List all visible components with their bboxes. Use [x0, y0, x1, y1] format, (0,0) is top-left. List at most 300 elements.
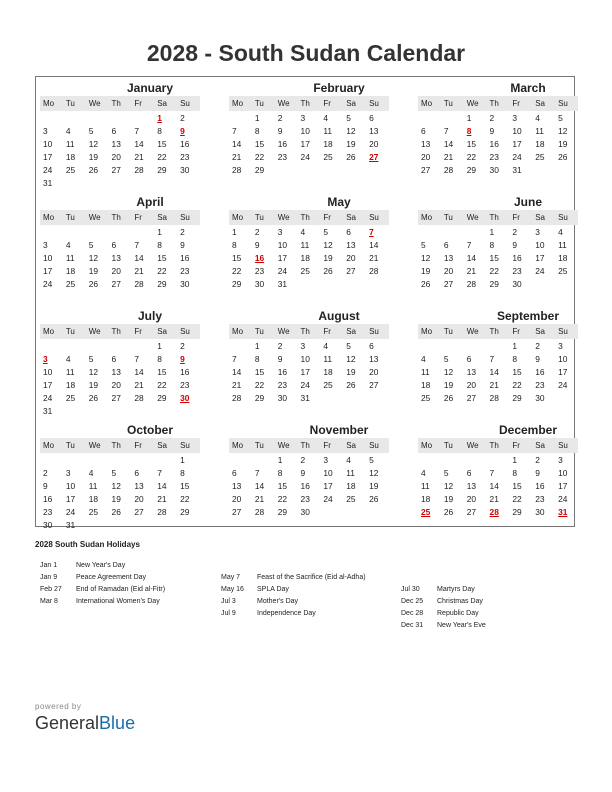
day-cell: 23 — [535, 380, 545, 390]
day-cell: 15 — [512, 481, 522, 491]
day-cell: 13 — [134, 481, 144, 491]
day-cell: 4 — [323, 113, 329, 123]
day-cell: 27 — [134, 507, 144, 517]
day-cell: 31 — [277, 279, 288, 289]
day-cell: 17 — [277, 253, 288, 263]
day-cell: 30 — [43, 520, 53, 530]
empty-cell — [63, 405, 86, 418]
empty-cell — [441, 340, 464, 353]
week-row — [418, 467, 578, 480]
day-cell: 22 — [180, 494, 190, 504]
month-july — [40, 309, 200, 422]
day-cell: 2 — [535, 341, 540, 351]
day-cell: 23 — [180, 152, 190, 162]
weekday-label: Mo — [232, 327, 244, 336]
weekday-label: We — [466, 327, 479, 336]
day-cell: 11 — [558, 240, 567, 250]
day-cell: 22 — [512, 494, 522, 504]
empty-cell — [109, 226, 132, 239]
holiday-row — [221, 572, 366, 584]
weekday-label: Mo — [421, 327, 433, 336]
day-cell: 3 — [277, 227, 283, 237]
weekday-header — [40, 324, 200, 339]
month-november — [229, 423, 389, 536]
day-cell: 7 — [254, 468, 260, 478]
day-cell: 3 — [43, 126, 48, 136]
weekday-header — [229, 438, 389, 453]
week-row — [40, 177, 200, 190]
day-cell: 19 — [111, 494, 121, 504]
weekday-label: Tu — [443, 441, 453, 450]
day-cell: 9 — [254, 240, 260, 250]
empty-cell — [418, 112, 441, 125]
month-name: October — [126, 423, 173, 437]
empty-cell — [109, 112, 132, 125]
day-cell: 1 — [466, 113, 472, 123]
month-name: August — [318, 309, 360, 323]
week-row — [40, 480, 200, 493]
day-cell: 15 — [157, 253, 167, 263]
weekday-label: We — [277, 327, 290, 336]
holiday-name: Independence Day — [257, 610, 316, 617]
day-cell: 27 — [111, 165, 121, 175]
weekday-label: Tu — [254, 99, 264, 108]
day-cell: 4 — [535, 113, 540, 123]
empty-cell — [487, 454, 510, 467]
day-cell: 20 — [111, 266, 121, 276]
month-name: November — [309, 423, 369, 437]
month-december — [418, 423, 578, 536]
empty-cell — [343, 278, 366, 291]
day-cell: 1 — [232, 227, 237, 237]
day-cell: 14 — [232, 367, 242, 377]
weekday-label: Mo — [43, 99, 55, 108]
day-cell: 7 — [489, 468, 495, 478]
month-name: September — [496, 309, 560, 323]
day-cell: 1 — [277, 455, 283, 465]
weekday-label: We — [88, 213, 101, 222]
day-cell: 27 — [421, 165, 431, 175]
weekday-label: Su — [369, 213, 379, 222]
holiday-date: Mar 8 — [40, 598, 58, 605]
day-cell: 16 — [512, 253, 522, 263]
day-cell: 12 — [558, 126, 568, 136]
empty-cell — [343, 506, 366, 519]
weekday-header — [40, 438, 200, 453]
day-cell: 23 — [277, 152, 288, 162]
week-row — [418, 392, 578, 405]
day-cell: 3 — [512, 113, 518, 123]
day-cell: 31 — [512, 165, 522, 175]
day-cell: 12 — [88, 253, 99, 263]
empty-cell — [131, 340, 154, 353]
day-cell: 19 — [88, 266, 99, 276]
day-cell: 10 — [323, 468, 333, 478]
day-cell: 28 — [232, 393, 242, 403]
day-cell: 21 — [489, 380, 499, 390]
day-cell: 26 — [346, 380, 356, 390]
day-cell: 20 — [466, 380, 477, 390]
day-cell: 24 — [43, 393, 53, 403]
weekday-label: Mo — [43, 213, 55, 222]
weekday-label: Th — [489, 99, 499, 108]
day-cell: 2 — [489, 113, 495, 123]
month-october — [40, 423, 200, 536]
day-cell: 9 — [277, 354, 283, 364]
week-row — [418, 151, 578, 164]
day-cell: 3 — [558, 341, 563, 351]
day-cell: 29 — [254, 165, 265, 175]
day-cell: 12 — [323, 240, 333, 250]
day-cell: 3 — [300, 341, 306, 351]
month-name: May — [327, 195, 351, 209]
day-cell: 4 — [65, 126, 71, 136]
day-cell: 15 — [277, 481, 288, 491]
holiday-name: End of Ramadan (Eid al-Fitr) — [76, 586, 166, 593]
day-cell: 28 — [134, 279, 144, 289]
month-january — [40, 81, 200, 194]
weekday-label: Fr — [134, 441, 142, 450]
weekday-label: Su — [180, 441, 190, 450]
day-cell: 20 — [421, 152, 431, 162]
week-row — [418, 125, 578, 138]
day-cell: 30 — [535, 393, 545, 403]
holiday-date: Jan 9 — [40, 574, 58, 581]
day-cell: 30 — [180, 165, 190, 175]
empty-cell — [275, 164, 298, 177]
day-cell: 16 — [43, 494, 53, 504]
day-cell: 16 — [489, 139, 499, 149]
holiday-date: Feb 27 — [40, 586, 62, 593]
day-cell: 28 — [134, 165, 144, 175]
empty-cell — [86, 519, 109, 532]
day-cell: 29 — [157, 165, 167, 175]
day-cell: 13 — [421, 139, 431, 149]
empty-cell — [555, 278, 578, 291]
day-cell: 9 — [535, 354, 540, 364]
day-cell: 26 — [88, 165, 99, 175]
week-row — [229, 493, 389, 506]
day-cell: 9 — [180, 126, 185, 136]
weekday-label: Fr — [512, 327, 520, 336]
day-cell: 2 — [535, 455, 540, 465]
day-cell: 8 — [180, 468, 185, 478]
day-cell: 5 — [88, 126, 94, 136]
brand-logo[interactable] — [35, 713, 135, 734]
week-row — [229, 353, 389, 366]
holiday-row — [40, 572, 165, 584]
day-cell: 14 — [254, 481, 265, 491]
empty-cell — [109, 405, 132, 418]
day-cell: 8 — [466, 126, 472, 136]
holiday-row — [221, 596, 366, 608]
weekday-label: Su — [369, 327, 379, 336]
day-cell: 16 — [254, 253, 265, 263]
empty-cell — [131, 177, 154, 190]
weekday-label: Su — [558, 213, 568, 222]
weekday-label: Sa — [535, 213, 546, 222]
day-cell: 8 — [157, 240, 162, 250]
empty-cell — [366, 506, 389, 519]
day-cell: 17 — [43, 152, 53, 162]
weekday-label: Su — [180, 99, 190, 108]
week-row — [229, 138, 389, 151]
day-cell: 14 — [157, 481, 167, 491]
holiday-column — [40, 560, 165, 608]
month-name: January — [126, 81, 174, 95]
day-cell: 19 — [88, 380, 99, 390]
weekday-label: We — [88, 99, 101, 108]
empty-cell — [177, 405, 200, 418]
week-row — [40, 125, 200, 138]
day-cell: 20 — [111, 152, 121, 162]
week-row — [229, 151, 389, 164]
weekday-label: We — [277, 441, 290, 450]
day-cell: 1 — [512, 455, 518, 465]
weekday-label: Th — [111, 99, 121, 108]
weekday-label: We — [466, 441, 479, 450]
day-cell: 10 — [512, 126, 522, 136]
day-cell: 28 — [157, 507, 167, 517]
day-cell: 5 — [111, 468, 117, 478]
week-row — [229, 278, 389, 291]
weekday-label: Tu — [254, 213, 264, 222]
weekday-header — [229, 96, 389, 111]
empty-cell — [418, 454, 441, 467]
day-cell: 12 — [346, 126, 356, 136]
day-cell: 30 — [535, 507, 545, 517]
week-row — [229, 454, 389, 467]
weekday-label: Fr — [134, 99, 142, 108]
weekday-label: Th — [111, 327, 121, 336]
weekday-header — [40, 210, 200, 225]
week-row — [229, 164, 389, 177]
empty-cell — [154, 519, 177, 532]
weekday-header — [418, 324, 578, 339]
day-cell: 28 — [443, 165, 454, 175]
empty-cell — [40, 112, 63, 125]
holiday-date: Dec 31 — [401, 622, 424, 629]
holidays-title: 2028 South Sudan Holidays — [35, 540, 140, 549]
day-cell: 2 — [43, 468, 48, 478]
day-cell: 15 — [254, 139, 265, 149]
day-cell: 4 — [88, 468, 94, 478]
week-row — [40, 454, 200, 467]
day-cell: 7 — [157, 468, 162, 478]
day-cell: 1 — [489, 227, 495, 237]
day-cell: 24 — [558, 380, 568, 390]
day-cell: 23 — [254, 266, 265, 276]
empty-cell — [86, 405, 109, 418]
day-cell: 2 — [254, 227, 260, 237]
day-cell: 25 — [535, 152, 545, 162]
empty-cell — [109, 177, 132, 190]
day-cell: 4 — [421, 354, 426, 364]
weekday-label: Sa — [157, 441, 168, 450]
day-cell: 4 — [65, 354, 71, 364]
month-name: February — [313, 81, 365, 95]
day-cell: 1 — [512, 341, 518, 351]
weekday-label: Su — [369, 99, 379, 108]
week-row — [229, 252, 389, 265]
week-row — [40, 379, 200, 392]
day-cell: 30 — [277, 393, 288, 403]
weekday-label: Mo — [232, 99, 244, 108]
day-cell: 14 — [232, 139, 242, 149]
day-cell: 27 — [232, 507, 242, 517]
day-cell: 4 — [65, 240, 71, 250]
week-row — [229, 125, 389, 138]
week-row — [229, 366, 389, 379]
weekday-label: Tu — [254, 327, 264, 336]
weekday-label: Sa — [157, 213, 168, 222]
holiday-row — [401, 584, 486, 596]
day-cell: 18 — [65, 380, 76, 390]
day-cell: 21 — [232, 152, 242, 162]
day-cell: 3 — [535, 227, 540, 237]
day-cell: 4 — [558, 227, 563, 237]
day-cell: 11 — [65, 367, 75, 377]
week-row — [40, 265, 200, 278]
day-cell: 17 — [535, 253, 545, 263]
weekday-label: Tu — [443, 99, 453, 108]
weekday-label: Tu — [443, 213, 453, 222]
empty-cell — [131, 112, 154, 125]
empty-cell — [40, 340, 63, 353]
empty-cell — [532, 278, 555, 291]
day-cell: 13 — [466, 481, 477, 491]
week-row — [418, 340, 578, 353]
day-cell: 19 — [323, 253, 333, 263]
empty-cell — [86, 177, 109, 190]
day-cell: 9 — [43, 481, 48, 491]
day-cell: 15 — [232, 253, 242, 263]
month-june — [418, 195, 578, 308]
weekday-label: Su — [369, 441, 379, 450]
day-cell: 10 — [558, 354, 568, 364]
day-cell: 7 — [232, 126, 237, 136]
holiday-date: May 7 — [221, 574, 241, 581]
day-cell: 16 — [277, 139, 288, 149]
holiday-name: New Year's Day — [76, 562, 126, 569]
week-row — [40, 392, 200, 405]
day-cell: 23 — [300, 494, 310, 504]
month-name: April — [136, 195, 164, 209]
day-cell: 2 — [512, 227, 518, 237]
day-cell: 14 — [134, 253, 144, 263]
day-cell: 24 — [300, 152, 310, 162]
week-row — [40, 164, 200, 177]
day-cell: 13 — [443, 253, 454, 263]
holiday-row — [40, 596, 165, 608]
week-row — [418, 379, 578, 392]
day-cell: 14 — [134, 367, 144, 377]
empty-cell — [320, 506, 343, 519]
day-cell: 29 — [254, 393, 265, 403]
weekday-label: Th — [111, 213, 121, 222]
weekday-header — [229, 210, 389, 225]
empty-cell — [131, 405, 154, 418]
day-cell: 10 — [277, 240, 288, 250]
day-cell: 23 — [43, 507, 53, 517]
day-cell: 18 — [88, 494, 99, 504]
day-cell: 3 — [43, 354, 48, 364]
week-row — [229, 392, 389, 405]
day-cell: 6 — [369, 341, 374, 351]
day-cell: 5 — [346, 341, 351, 351]
day-cell: 8 — [232, 240, 237, 250]
week-row — [40, 366, 200, 379]
day-cell: 1 — [157, 227, 162, 237]
day-cell: 22 — [489, 266, 499, 276]
day-cell: 25 — [421, 393, 431, 403]
empty-cell — [320, 392, 343, 405]
weekday-label: Th — [489, 441, 499, 450]
day-cell: 13 — [111, 367, 121, 377]
day-cell: 29 — [232, 279, 242, 289]
empty-cell — [464, 226, 487, 239]
day-cell: 16 — [180, 139, 190, 149]
empty-cell — [63, 226, 86, 239]
day-cell: 1 — [180, 455, 185, 465]
day-cell: 14 — [134, 139, 144, 149]
weekday-label: Fr — [323, 441, 331, 450]
page-title: 2028 - South Sudan Calendar — [146, 40, 466, 66]
weekday-label: Th — [489, 213, 499, 222]
day-cell: 16 — [535, 481, 545, 491]
day-cell: 20 — [443, 266, 454, 276]
day-cell: 10 — [300, 354, 310, 364]
day-cell: 11 — [421, 367, 430, 377]
day-cell: 26 — [111, 507, 121, 517]
month-name: March — [510, 81, 546, 95]
empty-cell — [40, 454, 63, 467]
day-cell: 8 — [157, 354, 162, 364]
holiday-column — [401, 584, 486, 632]
day-cell: 17 — [43, 266, 53, 276]
day-cell: 11 — [421, 481, 430, 491]
weekday-label: Tu — [65, 327, 75, 336]
holiday-row — [40, 584, 165, 596]
brand-blue: Blue — [99, 713, 136, 733]
day-cell: 6 — [369, 113, 374, 123]
day-cell: 26 — [88, 393, 99, 403]
day-cell: 6 — [111, 240, 117, 250]
empty-cell — [366, 164, 389, 177]
day-cell: 22 — [254, 152, 265, 162]
holiday-name: Peace Agreement Day — [76, 574, 147, 581]
day-cell: 5 — [443, 468, 449, 478]
day-cell: 4 — [300, 227, 306, 237]
day-cell: 22 — [466, 152, 477, 162]
holiday-date: Dec 28 — [401, 610, 424, 617]
day-cell: 23 — [180, 380, 190, 390]
week-row — [229, 340, 389, 353]
empty-cell — [532, 164, 555, 177]
day-cell: 1 — [157, 113, 162, 123]
empty-cell — [86, 226, 109, 239]
day-cell: 15 — [489, 253, 499, 263]
day-cell: 7 — [134, 240, 140, 250]
day-cell: 26 — [421, 279, 431, 289]
holiday-date: Jan 1 — [40, 562, 58, 569]
weekday-label: We — [88, 441, 101, 450]
day-cell: 25 — [65, 279, 76, 289]
day-cell: 28 — [369, 266, 379, 276]
day-cell: 21 — [369, 253, 379, 263]
empty-cell — [320, 164, 343, 177]
day-cell: 20 — [111, 380, 121, 390]
